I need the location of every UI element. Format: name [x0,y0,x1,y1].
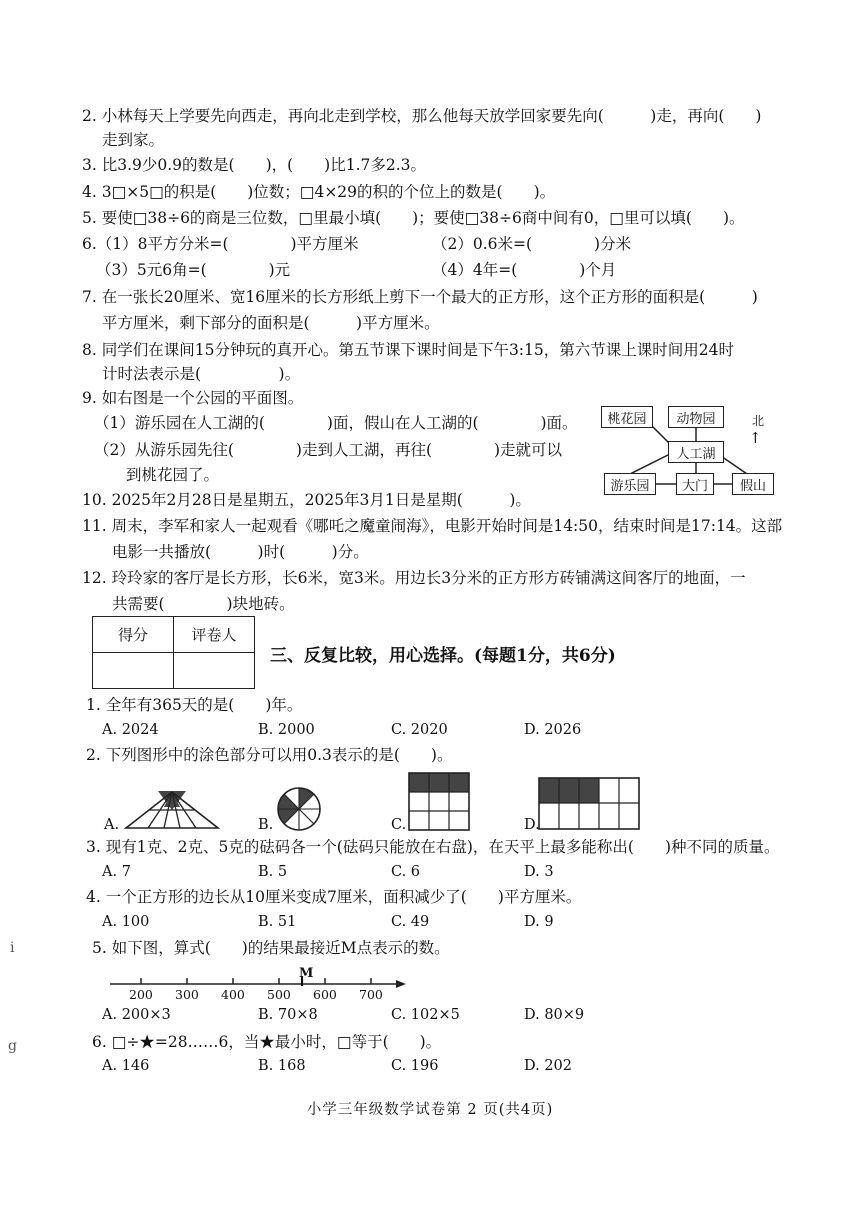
point-m-label: M [299,966,314,981]
question-3: 3. 比3.9少0.9的数是( )，( )比1.7多2.3。 [82,156,427,174]
number-line-tick-label: 700 [359,987,383,1002]
edge-mark-2: g [8,1038,17,1054]
choice-3-option-a[interactable]: A. 7 [102,864,131,880]
question-11-line1: 11. 周末，李军和家人一起观看《哪吒之魔童闹海》，电影开始时间是14:50，结束时间是17:14。这部 [82,517,783,535]
question-6-part1: 6.（1）8平方分米=( )平方厘米 [82,235,359,253]
choice-6-option-b[interactable]: B. 168 [258,1058,306,1074]
choice-4-stem: 4. 一个正方形的边长从10厘米变成7厘米，面积减少了( )平方厘米。 [86,888,582,906]
choice-5-option-a[interactable]: A. 200×3 [102,1007,171,1023]
question-9-part2-end: 到桃花园了。 [126,466,220,484]
choice-2-option-d[interactable]: D. [524,817,540,833]
figure-b-circle [276,786,322,832]
choice-3-option-d[interactable]: D. 3 [524,864,554,880]
question-10: 10. 2025年2月28日是星期五，2025年3月1日是星期( )。 [82,491,531,509]
choice-2-option-b[interactable]: B. [258,817,274,833]
question-7-line1: 7. 在一张长20厘米、宽16厘米的长方形纸上剪下一个最大的正方形，这个正方形的面积是( ) [82,288,758,306]
choice-6-option-d[interactable]: D. 202 [524,1058,573,1074]
figure-c-grid [408,772,470,832]
choice-2-stem: 2. 下列图形中的涂色部分可以用0.3表示的是( )。 [86,746,453,764]
choice-5-option-c[interactable]: C. 102×5 [391,1007,460,1023]
map-box-rengonghu: 人工湖 [668,441,724,463]
choice-4-option-d[interactable]: D. 9 [524,914,554,930]
choice-4-option-c[interactable]: C. 49 [391,914,430,930]
choice-1-option-a[interactable]: A. 2024 [102,722,159,738]
question-6-part3: （3）5元6角=( )元 [96,261,291,279]
north-label: 北 [752,414,765,428]
number-line-tick-label: 300 [175,987,199,1002]
choice-3-stem: 3. 现有1克、2克、5克的砝码各一个(砝码只能放在右盘)，在天平上最多能称出( )种不同的质量。 [86,838,780,856]
question-8-line2: 计时法表示是( )。 [102,365,301,383]
map-box-dongwuyuan: 动物园 [668,406,724,428]
map-box-jiashan: 假山 [732,473,774,495]
choice-1-option-c[interactable]: C. 2020 [391,722,448,738]
score-table [92,616,255,689]
question-2-line1: 2. 小林每天上学要先向西走，再向北走到学校，那么他每天放学回家要先向( )走，再向( ) [82,107,762,125]
choice-6-option-a[interactable]: A. 146 [102,1058,150,1074]
choice-1-option-d[interactable]: D. 2026 [524,722,582,738]
question-6-part4: （4）4年=( )个月 [432,261,617,279]
figure-d-grid [538,777,640,831]
choice-5-option-d[interactable]: D. 80×9 [524,1007,585,1023]
choice-2-option-a[interactable]: A. [104,817,120,833]
question-12-line1: 12. 玲玲家的客厅是长方形，长6米，宽3米。用边长3分米的正方形方砖铺满这间客厅的地面，一 [82,569,746,587]
page-footer: 小学三年级数学试卷第 2 页(共4页) [306,1102,554,1118]
question-9-part2: （2）从游乐园先往( )走到人工湖，再往( )走就可以 [94,441,563,459]
choice-4-option-b[interactable]: B. 51 [258,914,297,930]
number-line-tick-label: 400 [221,987,245,1002]
choice-5-stem: 5. 如下图，算式( )的结果最接近M点表示的数。 [92,939,450,957]
question-5: 5. 要使□38÷6的商是三位数，□里最小填( )；要使□38÷6商中间有0，□里可以填( )。 [82,209,745,227]
choice-2-option-c[interactable]: C. [391,817,407,833]
question-9-intro: 9. 如右图是一个公园的平面图。 [82,389,304,407]
score-header: 得分 [93,617,174,653]
choice-5-option-b[interactable]: B. 70×8 [258,1007,318,1023]
number-line-tick-label: 600 [313,987,337,1002]
question-11-line2: 电影一共播放( )时( )分。 [112,543,369,561]
grader-cell[interactable] [174,653,255,689]
choice-1-stem: 1. 全年有365天的是( )年。 [86,696,303,714]
choice-1-option-b[interactable]: B. 2000 [258,722,315,738]
number-line-tick-label: 500 [267,987,291,1002]
choice-6-option-c[interactable]: C. 196 [391,1058,439,1074]
choice-3-option-b[interactable]: B. 5 [258,864,288,880]
question-6-part2: （2）0.6米=( )分米 [432,235,632,253]
north-arrow-icon: ↑ [749,429,762,447]
question-2-line2: 走到家。 [102,131,165,149]
section-3-title: 三、反复比较，用心选择。(每题1分，共6分) [270,646,616,666]
question-7-line2: 平方厘米，剩下部分的面积是( )平方厘米。 [102,314,440,332]
map-box-damen: 大门 [676,473,714,495]
map-box-taohuayuan: 桃花园 [601,406,653,428]
map-box-youleyuan: 游乐园 [604,473,656,495]
choice-3-option-c[interactable]: C. 6 [391,864,421,880]
figure-a-triangle [124,790,220,832]
grader-header: 评卷人 [174,617,255,653]
question-12-line2: 共需要( )块地砖。 [112,595,295,613]
edge-mark-1: i [10,940,15,956]
question-4: 4. 3□×5□的积是( )位数；□4×29的积的个位上的数是( )。 [82,183,556,201]
choice-4-option-a[interactable]: A. 100 [102,914,150,930]
number-line-tick-label: 200 [129,987,153,1002]
question-8-line1: 8. 同学们在课间15分钟玩的真开心。第五节课下课时间是下午3:15，第六节课上课时间用24时 [82,341,734,359]
choice-6-stem: 6. □÷★=28……6，当★最小时，□等于( )。 [92,1033,442,1051]
question-9-part1: （1）游乐园在人工湖的( )面，假山在人工湖的( )面。 [94,414,578,432]
score-cell[interactable] [93,653,174,689]
